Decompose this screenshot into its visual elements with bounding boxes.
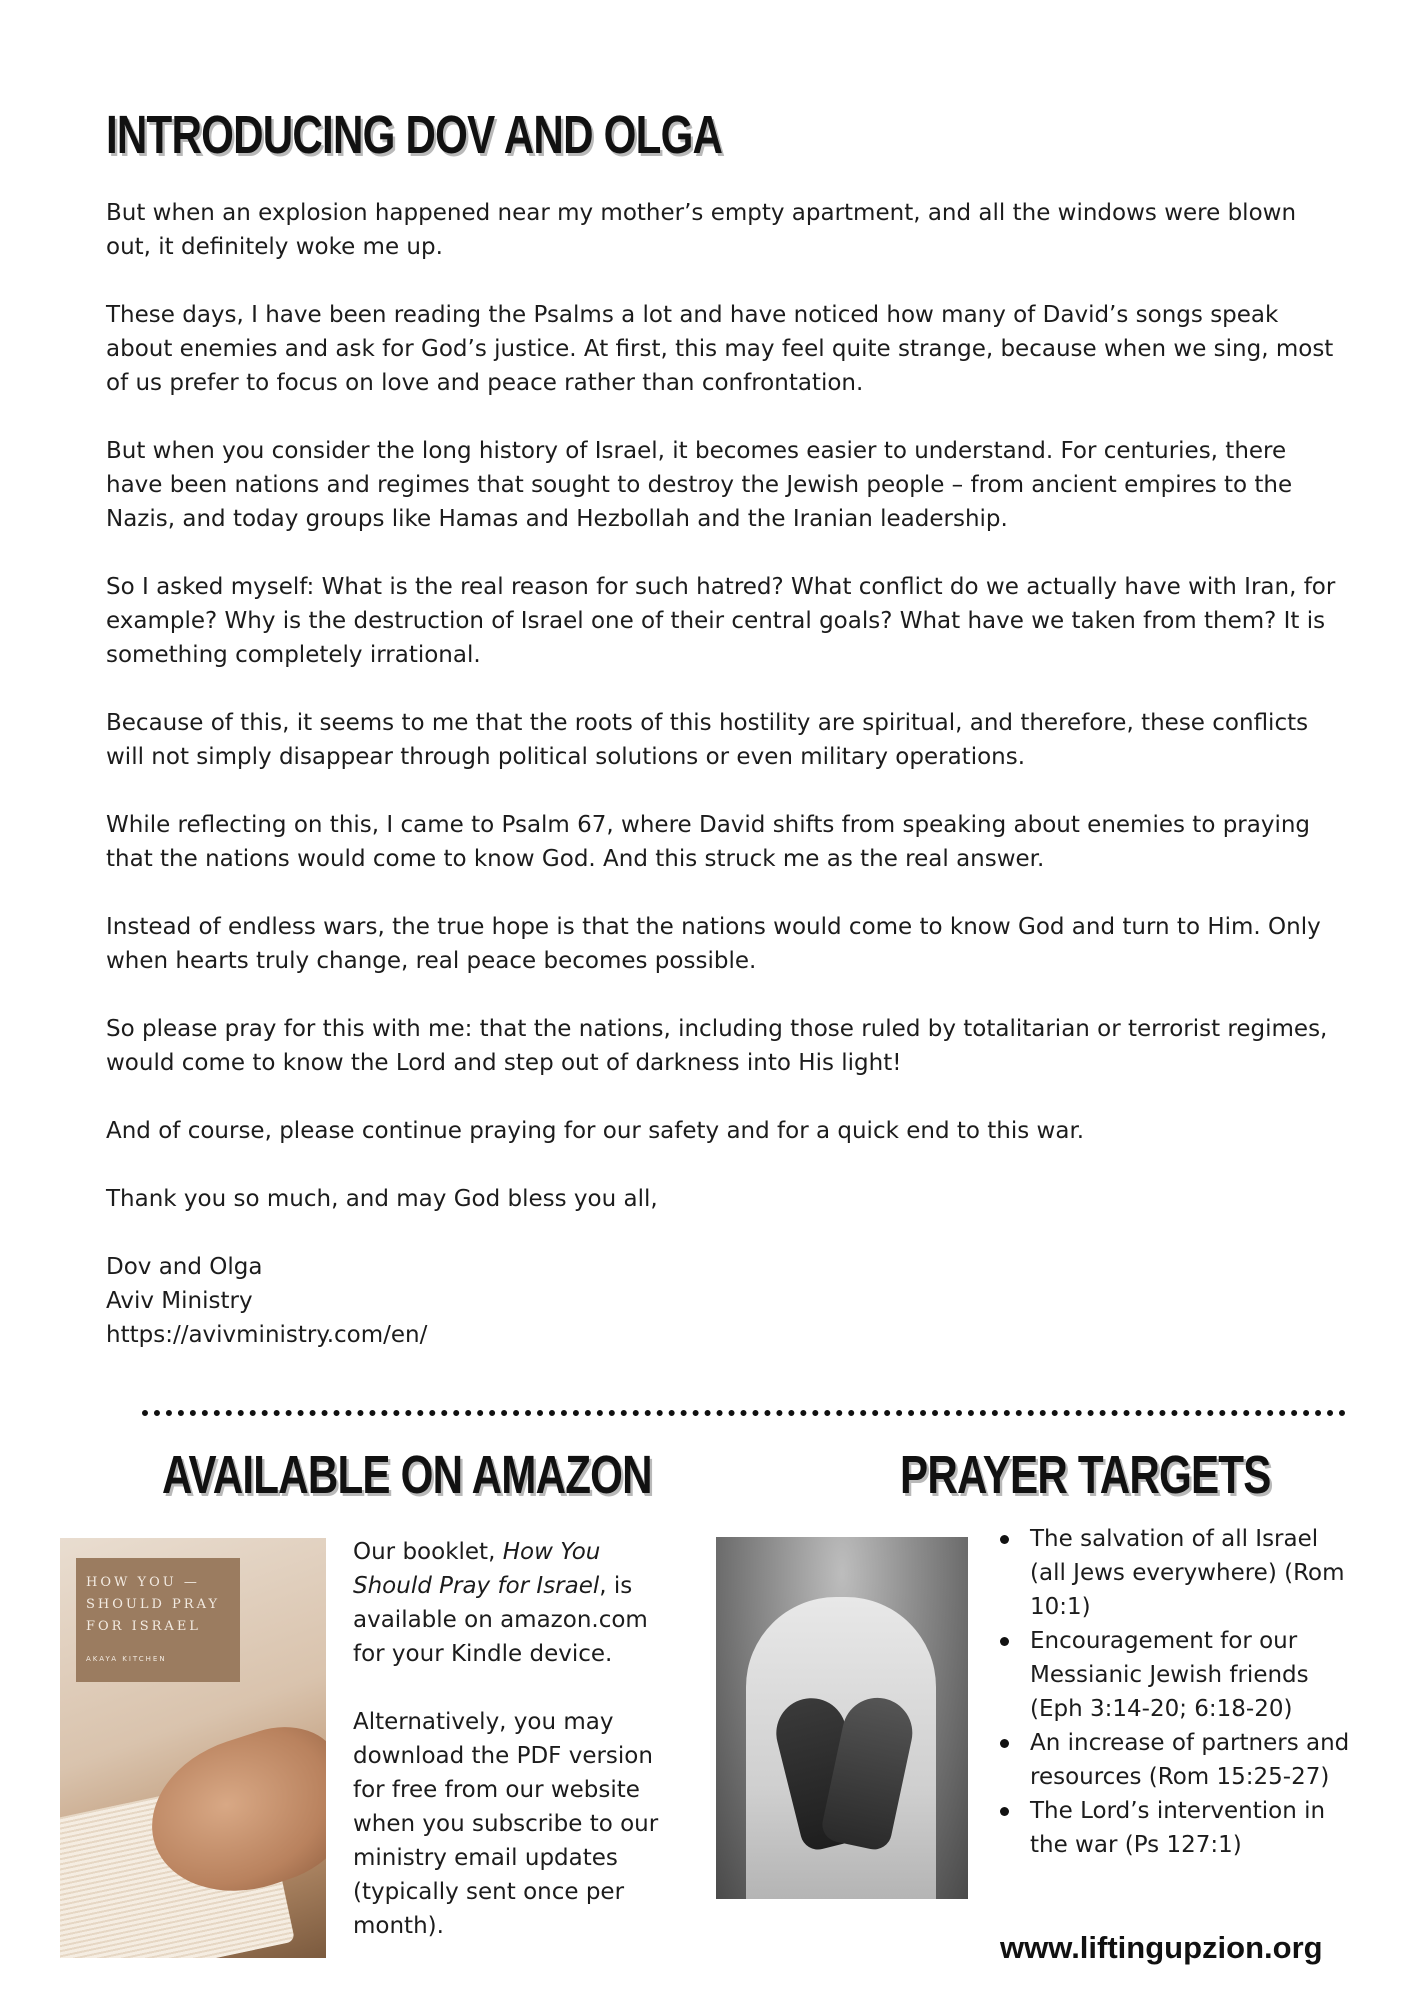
signature-names: Dov and Olga (106, 1254, 263, 1280)
amazon-paragraph (353, 1535, 683, 1671)
cover-title-line: FOR ISRAEL (86, 1619, 201, 1634)
booklet-title: How You Should Pray for Israel (353, 1539, 601, 1599)
amazon-paragraph: Alternatively, you may download the PDF version for free from our website when you subscribe to our ministry email updates (typically sent once per month). (353, 1709, 659, 1939)
letter-paragraph: But when an explosion happened near my mother’s empty apartment, and all the windows were blown out, it definitely woke me up. (106, 200, 1297, 260)
prayer-target-item: The Lord’s intervention in the war (Ps 127:1) (996, 1794, 1356, 1862)
letter-paragraph: Thank you so much, and may God bless you all, (106, 1186, 658, 1212)
section-divider (142, 1410, 1346, 1416)
prayer-target-item: Encouragement for our Messianic Jewish friends (Eph 3:14-20; 6:18-20) (996, 1624, 1356, 1726)
letter-paragraph: Because of this, it seems to me that the roots of this hostility are spiritual, and therefore, these conflicts will not simply disappear through political solutions or even military operations. (106, 710, 1309, 770)
letter-paragraph: So I asked myself: What is the real reason for such hatred? What conflict do we actually have with Iran, for example? Why is the destruction of Israel one of their central goals? What have we taken from them? It is something completely irrational. (106, 574, 1336, 668)
cover-title-label (76, 1558, 240, 1682)
letter-paragraph: These days, I have been reading the Psalms a lot and have noticed how many of David’s songs speak about enemies and ask for God’s justice. At first, this may feel quite strange, because when we sing, most of us prefer to focus on love and peace rather than confrontation. (106, 302, 1334, 396)
signature-organization: Aviv Ministry (106, 1288, 253, 1314)
cover-title-line: HOW YOU — (86, 1575, 200, 1590)
signature-url-link[interactable]: https://avivministry.com/en/ (106, 1322, 428, 1348)
prayer-target-item: An increase of partners and resources (Rom 15:25-27) (996, 1726, 1356, 1794)
prayer-targets-list (996, 1522, 1356, 1862)
praying-hands-photo (716, 1537, 968, 1899)
amazon-text-after: , is available on amazon.com for your Kindle device. (353, 1573, 648, 1667)
booklet-cover-image (60, 1538, 326, 1958)
letter-paragraph: While reflecting on this, I came to Psalm 67, where David shifts from speaking about enemies to praying that the nations would come to know God. And this struck me as the real answer. (106, 812, 1311, 872)
intro-heading: INTRODUCING DOV AND OLGA (106, 105, 723, 165)
amazon-heading: AVAILABLE ON AMAZON (162, 1445, 652, 1505)
cover-title-line: SHOULD PRAY (86, 1597, 221, 1612)
letter-paragraph: So please pray for this with me: that the nations, including those ruled by totalitarian or terrorist regimes, would come to know the Lord and step out of darkness into His light! (106, 1016, 1328, 1076)
amazon-text-before: Our booklet, (353, 1539, 503, 1565)
amazon-description (353, 1535, 683, 1977)
prayer-target-item: The salvation of all Israel (all Jews everywhere) (Rom 10:1) (996, 1522, 1356, 1624)
letter-paragraph: Instead of endless wars, the true hope is that the nations would come to know God and turn to Him. Only when hearts truly change, real peace becomes possible. (106, 914, 1321, 974)
letter-paragraph: But when you consider the long history of Israel, it becomes easier to understand. For centuries, there have been nations and regimes that sought to destroy the Jewish people – from ancient empires to the Nazis, and today groups like Hamas and Hezbollah and the Iranian leadership. (106, 438, 1293, 532)
prayer-targets-heading: PRAYER TARGETS (900, 1445, 1271, 1505)
letter-paragraph: And of course, please continue praying for our safety and for a quick end to this war. (106, 1118, 1085, 1144)
cover-author: AKAYA KITCHEN (86, 1655, 167, 1663)
website-link[interactable]: www.liftingupzion.org (1000, 1930, 1323, 1965)
letter-body (106, 196, 1346, 1352)
